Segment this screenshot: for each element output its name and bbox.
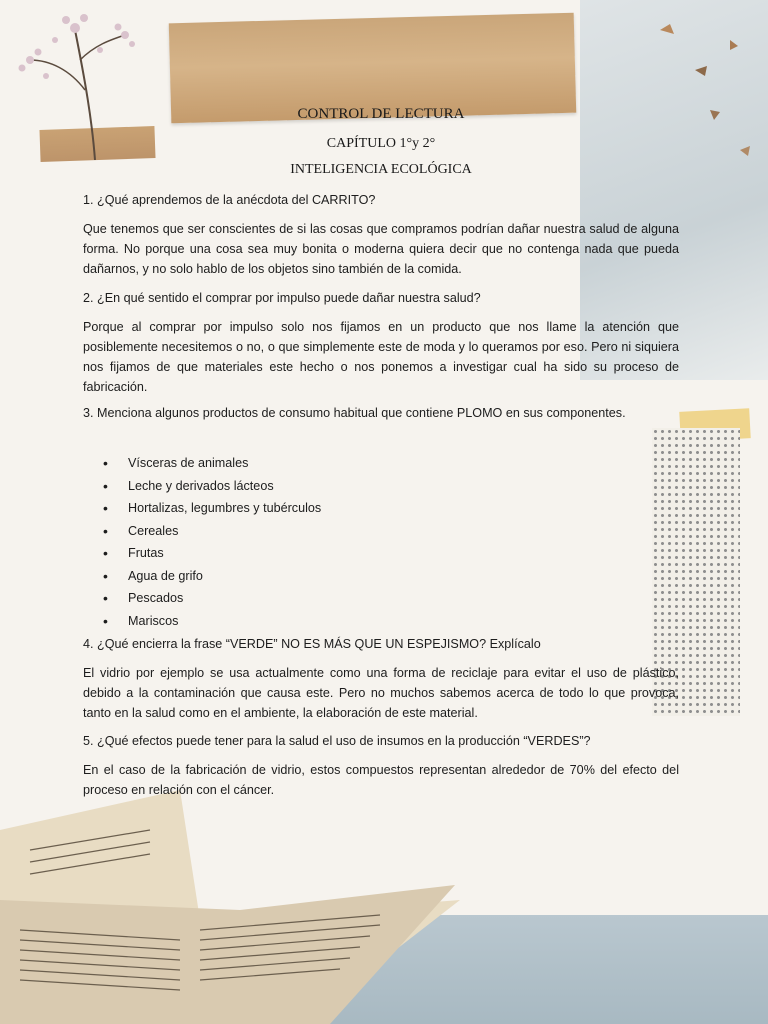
lead-products-list [103, 452, 321, 632]
doc-title: CONTROL DE LECTURA [297, 106, 465, 122]
doc-subject: INTELIGENCIA ECOLÓGICA [290, 162, 472, 177]
question-2: 2. ¿En qué sentido el comprar por impulso puede dañar nuestra salud? [83, 291, 481, 305]
list-item: • Vísceras de animales [103, 452, 321, 475]
answer-1: Que tenemos que ser conscientes de si las cosas que compramos podrían dañar nuestra salud de alguna forma. No porque una cosa sea muy bonita o moderna quiera decir que no contenga nada que pueda dañarnos, y no solo hablo de los objetos sino también de la comida. [83, 222, 679, 276]
list-item: • Leche y derivados lácteos [103, 475, 321, 498]
doc-chapter: CAPÍTULO 1°y 2° [326, 136, 436, 151]
list-item: • Frutas [103, 542, 321, 565]
answer-2: Porque al comprar por impulso solo nos fijamos en un producto que nos llame la atención que posiblemente necesitemos o no, o que simplemente este de moda y lo queramos por eso. Pero ni siquiera nos fijamos de que materiales este hecho o nos ponemos a investigar cual ha sido su proceso de fabricación. [83, 320, 679, 394]
list-item: • Hortalizas, legumbres y tubérculos [103, 497, 321, 520]
newspaper-decoration [0, 790, 460, 1024]
list-item: • Pescados [103, 587, 321, 610]
answer-4: El vidrio por ejemplo se usa actualmente como una forma de reciclaje para evitar el uso de plástico, debido a la contaminación que causa este. Pero no muchos sabemos acerca de todo lo que provoca, tanto en la salud como en el ambiente, la elaboración de este material. [83, 666, 679, 720]
question-3: 3. Menciona algunos productos de consumo habitual que contiene PLOMO en sus componentes. [83, 406, 626, 420]
list-item: • Agua de grifo [103, 565, 321, 588]
question-1: 1. ¿Qué aprendemos de la anécdota del CARRITO? [83, 193, 376, 207]
question-5: 5. ¿Qué efectos puede tener para la salud el uso de insumos en la producción “VERDES”? [83, 734, 591, 748]
question-4: 4. ¿Qué encierra la frase “VERDE” NO ES MÁS QUE UN ESPEJISMO? Explícalo [83, 637, 541, 651]
answer-5: En el caso de la fabricación de vidrio, estos compuestos representan alrededor de 70% del efecto del proceso en relación con el cáncer. [83, 763, 679, 797]
list-item: • Mariscos [103, 610, 321, 633]
list-item: • Cereales [103, 520, 321, 543]
